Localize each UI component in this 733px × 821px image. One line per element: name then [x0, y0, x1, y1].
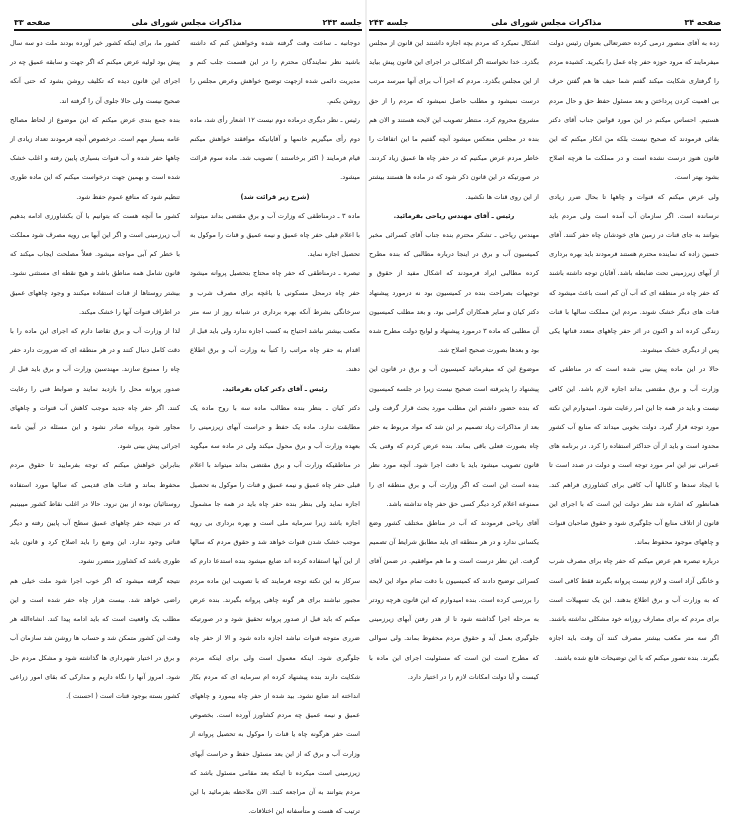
paragraph: زده به آقای منصور درمی کرده حضرتعالی بعنوان رئیس دولت میفرمایند که مرود حوزه حفر چاه عمل را بکیرید. کشیده مردم را گرفتاری شکایت میکند گفتم شما حیف ها هم گفتن حرف بی اهمیت کردن پرداختن و بعد مسئول حفظ حق و حال مردم هستیم. احساس میکنم در این مورد قوانین جناب آقای دکتر بقائی فرمودند که صحیح نیست بلکه من انکار میکنم که این قانون هنوز درست نشده است و در مملکت ما هرچه اصلاح بشود بهتر است.: [549, 39, 719, 182]
paragraph: کشور ما آنچه هست که بتوانیم با آن بکشاورزی ادامه بدهیم آب زیرزمینی است و اگر این آبها بی رویه مصرف شود مملکت با خطر کم آبی مواجه میشود. فعلاً مصلحت ایجاب میکند که قانون شامل همه مناطق باشد و هیچ نقطه ای مستثنی نشود. بیشتر روستاها از قنات استفاده میکنند و وجود چاههای عمیق در اطراف قنوات آنها را خشک میکند.: [10, 211, 180, 316]
paragraph: دکتر کیان ـ بنظر بنده مطالب ماده سه با روح ماده یک مطابقت ندارد. ماده یک حفظ و حراست آبهای زیرزمینی را بعهده وزارت آب و برق محول میکند ولی در ماده سه میگوید در مناطقیکه وزارت آب و برق مقتضی بداند میتواند با اعلام قبلی حفر چاه عمیق و نیمه عمیق و قنات را موکول به تحصیل اجازه نماید ولی بنظر بنده حفر چاه باید در همه جا مشمول اجازه باشد زیرا سرمایه ملی است و بهره برداری بی رویه موجب خشک شدن قنوات خواهد شد و حقوق مردم که سالها از این آبها استفاده کرده اند ضایع میشود بنده استدعا دارم که سرکار به این نکته توجه فرمایند که با تصویب این ماده مردم مجبور نباشند برای هر گونه چاهی پروانه بگیرند. بنده عرض میکنم که باید قبل از صدور پروانه تحقیق شود و در صورتیکه ضرری متوجه قنوات نباشد اجازه داده شود و الا از حفر چاه جلوگیری شود. اینکه معمول است ولی برای اینکه مردم شکایت دارند بنده پیشنهاد کرده ام سرمایه ای که مردم بکار انداخته اند ضایع نشود. بید شده از حفر چاه بیمورد و چاههای عمیق و نیمه عمیق چه مردم کشاورز آورده است. بخصوص است حفر هرگونه چاه یا قنات را موکول به تحصیل پروانه از وزارت آب و برق که از این بعد مسئول حفظ و حراست آبهای زیرزمینی است میکرده تا اینکه بعد مقامی مسئول باشد که مردم بتوانند به آن مراجعه کنند. الان ملاحظه بفرمائید با این ترتیب که هست و متأسفانه این اختلافات.: [190, 403, 360, 816]
paragraph: حالا در این ماده پیش بینی شده است که در مناطقی که وزارت آب و برق مقتضی بداند اجازه لازم باشد. این کافی نیست و باید در همه جا این امر رعایت شود. امیدوارم این نکته مورد توجه قرار گیرد. دولت بخوبی میداند که منابع آب کشور محدود است و باید از آن حداکثر استفاده را کرد. در برنامه های عمرانی نیز این امر مورد توجه است و دولت در صدد است تا با ایجاد سدها و کانالها آب کافی برای کشاورزی فراهم کند. همانطور که اشاره شد نظر دولت این است که با اجرای این قانون از اتلاف منابع آب جلوگیری شود و حقوق صاحبان قنوات و چاههای موجود محفوظ بماند.: [549, 365, 719, 547]
right-session-number: جلسه ۲۴۳: [369, 18, 409, 27]
left-column-right: [190, 34, 360, 821]
left-running-title: مذاکرات مجلس شورای ملی: [131, 18, 242, 27]
right-page: [367, 0, 733, 681]
right-page-header: [369, 14, 721, 27]
paragraph: کشور ما، برای اینکه کشور خیر آورده بودند ملت دو سه سال پیش بود لولیه عرض میکنم که اگر جهت و سابقه عمیق چه در اجرای این قانون دیده که تکلیف روشن بشود که حتی آنکه صحیح نیست ولی حالا جلوی آن را گرفته اند.: [10, 39, 180, 105]
left-column-left: [10, 34, 180, 706]
paragraph: رئیس ـ نظر دیگری درماده دوم نیست ۱۲ اشعار رأی شد، ماده دوم رأی میگیریم خانمها و آقایانیکه موافقند خواهش میکنم قیام فرمایند ( اکثر برخاستند ) تصویب شد. ماده سوم قرائت میشود.: [190, 115, 360, 182]
right-column-right: [549, 34, 719, 668]
paragraph: درباره تبصره هم عرض میکنم که حفر چاه برای مصرف شرب و خانگی آزاد است و لازم نیست پروانه بگیرند فقط کافی است که به وزارت آب و برق اطلاع بدهند. این یک تسهیلات است برای مردم که برای مصارف روزانه خود مشکلی نداشته باشند. اگر سه متر مکعب بیشتر مصرف کنند آن وقت باید اجازه بگیرند. بنده تصور میکنم که با این توضیحات قانع شده باشند.: [549, 557, 719, 662]
paragraph: تبصره ـ درمناطقی که حفر چاه محتاج بتحصیل پروانه میشود حفر چاه درمحل مسکونی یا باغچه برای مصرف شرب و سرخانگی بشرط آنکه بهره برداری در شبانه روز از سه متر مکعب بیشتر نباشد احتیاج به کسب اجازه ندارد ولی باید قبل از اقدام به حفر چاه مراتب را کتباً به وزارت آب و برق اطلاع دهند.: [190, 269, 360, 374]
left-page-header: [14, 14, 362, 27]
paragraph: اشکال نمیکرد که مردم بچه اجازه داشتند این قانون از مجلس بگذرد. خدا نخواسته اگر اشکالی در اجرای این قانون پیش بیاید از این مجلس بگذرد. مردم که اجرا آب برای آنها میرسد مرتب درست نمیشود و مطلب حاصل نمیشود که مردم را از حق مشروع محروم کرد. منتظر تصویب این لایحه هستند و الان هم بنده در مجلس منعکس میشود آنچه گفتیم ما این اتفاقات را خاطر مردم عرض میکنیم که در حفر چاه ها عمیق زیاد کردند. در صورتیکه در این قانون ذکر شود که در ماده ها هستند بیشتر از این روی قنات ها نکشید.: [369, 39, 539, 201]
right-running-title: مذاکرات مجلس شورای ملی: [491, 18, 602, 27]
paragraph: ماده ۳ ـ درمناطقی که وزارت آب و برق مقتضی بداند میتواند با اعلام قبلی حفر چاه عمیق و نیمه عمیق و قنات را موکول به تحصیل اجازه نماید.: [190, 211, 360, 259]
paragraph: موضوع این که میفرمائید کمیسیون آب و برق در قانون این پیشنهاد را پذیرفته است صحیح نیست زیرا در جلسه کمیسیون که بنده حضور داشتم این مطلب مورد بحث قرار گرفت ولی بعد از مذاکرات زیاد تصمیم بر این شد که مواد مربوط به حفر چاه بصورت فعلی باقی بماند. بنده عرض کردم که وقتی یک قانون تصویب میشود باید با دقت اجرا شود. آنچه مورد نظر بنده است این است که اگر وزارت آب و برق منطقه ای را ممنوعه اعلام کرد دیگر کسی حق حفر چاه نداشته باشد.: [369, 365, 539, 508]
paragraph: نتیجه گرفته میشود که اگر خوب اجرا شود ملت خیلی هم راضی خواهد شد. بیست هزار چاه حفر شده است و این مطلب یک واقعیت است که باید ادامه پیدا کند. انشاءالله هر وقت این کشور متمکن شد و حساب ها روشن شد سازمان آب و برق در اختیار شهرداری ها گذاشته شود و مشکل مردم حل شود. امروز آنها را نگاه داریم و مدارکی که بقای امور زراعی کشور بسته بوجود قنات است ( احسنت ).: [10, 576, 180, 700]
left-session-number: جلسه ۲۴۳: [322, 18, 362, 27]
paragraph: مهندس ریاحی ـ تشکر محترم بنده جناب آقای کسرائی مخبر کمیسیون آب و برق در اینجا درباره مطالبی که بنده مطرح کرده مطالبی ایراد فرمودند که اشکال مفید از حقوق و توجیهات بصراحت بنده در کمیسیون بود نه درمورد پیشنهاد دکتر کیان و سایر همکاران گرامی بود. و بعد مطلب کمیسیون آن مطلبی که ماده ۳ درمورد پیشنهاد و لوایح دولت مطرح شده بود و بعدها بصورت صحیح اصلاح شد.: [369, 231, 539, 355]
paragraph: رئیس ـ آقای دکتر کیان بفرمائید.: [222, 384, 328, 393]
paragraph: دوجانبه ـ ساعت وقت گرفته شده وخواهش کنم که داشته باشید نظر نمایندگان محترم را در این قسمت جلب کنم و مدیریت دائمی شده ازجهت توضیح خواهش وعرض مجلس را روشن بکنم.: [190, 39, 360, 105]
right-page-number: صفحه ۳۴: [684, 18, 721, 27]
paragraph: ولی عرض میکنم که قنوات و چاهها تا بحال ضرر زیادی نرسانده است. اگر سازمان آب آمده است ولی مردم باید بتوانند به جای قنات در زمین های خودشان چاه حفر کنند. آقای حسین زاده که نماینده محترم هستند فرمودند باید بهره برداری از آبهای زیرزمینی تحت ضابطه باشد. آقایان توجه داشته باشند که حفر چاه در منطقه ای که آب آن کم است باعث میشود که قنات های دیگر خشک شوند. مردم این مملکت سالها با قنات زندگی کرده اند و اکنون در اثر حفر چاههای متعدد قناتها یکی پس از دیگری خشک میشوند.: [549, 192, 719, 355]
left-page-number: صفحه ۳۳: [14, 18, 51, 27]
right-column-left: [369, 34, 539, 687]
right-header-rule: [369, 29, 721, 31]
paragraph-heading: (شرح زیر قرائت شد): [240, 192, 310, 201]
paragraph: بنابراین خواهش میکنم که توجه بفرمایید تا حقوق مردم محفوظ بماند و قنات های قدیمی که سالها مورد استفاده روستائیان بوده از بین نرود. حالا در اغلب نقاط کشور میبینیم که در نتیجه حفر چاههای عمیق سطح آب پایین رفته و دیگر قناتی وجود ندارد. این وضع را باید اصلاح کرد و قانون باید طوری باشد که کشاورز متضرر نشود.: [10, 461, 180, 566]
paragraph: رئیس ـ آقای مهندس ریاحی بفرمائید.: [393, 211, 515, 220]
paragraph: بنده جمع بندی عرض میکنم که این موضوع از لحاظ مصالح عامه بسیار مهم است. درخصوص آنچه فرمودند تعداد زیادی از چاهها حفر شده و آب قنوات بسیاری پایین رفته و اغلب خشک شده است و بهمین جهت درخواست میکنم که این ماده طوری تنظیم شود که منافع عموم حفظ شود.: [10, 115, 180, 201]
left-header-rule: [14, 29, 362, 31]
paragraph: آقای ریاحی فرمودند که آب در مناطق مختلف کشور وضع یکسانی ندارد و در هر منطقه ای باید مطابق شرایط آن تصمیم گرفت. این نظر درست است و ما هم موافقیم. در ضمن آقای کسرائی توضیح دادند که کمیسیون با دقت تمام مواد این لایحه را بررسی کرده است. بنده امیدوارم که این قانون هرچه زودتر به مرحله اجرا گذاشته شود تا از هدر رفتن آبهای زیرزمینی جلوگیری بعمل آید و حقوق مردم محفوظ بماند. ولی سوالی که مطرح است این است که مسئولیت اجرای این ماده با کیست و آیا دولت امکانات لازم را در اختیار دارد.: [369, 519, 539, 681]
paragraph: لذا از وزارت آب و برق تقاضا دارم که اجرای این ماده را با دقت کامل دنبال کنند و در هر منطقه ای که ضرورت دارد حفر چاه را ممنوع سازند. مهندسین وزارت آب و برق باید قبل از صدور پروانه محل را بازدید نمایند و ضوابط فنی را رعایت کنند. اگر حفر چاه جدید موجب کاهش آب قنوات و چاههای مجاور شود پروانه صادر نشود و این مسئله در آیین نامه اجرائی پیش بینی شود.: [10, 327, 180, 451]
left-page: [0, 0, 366, 816]
